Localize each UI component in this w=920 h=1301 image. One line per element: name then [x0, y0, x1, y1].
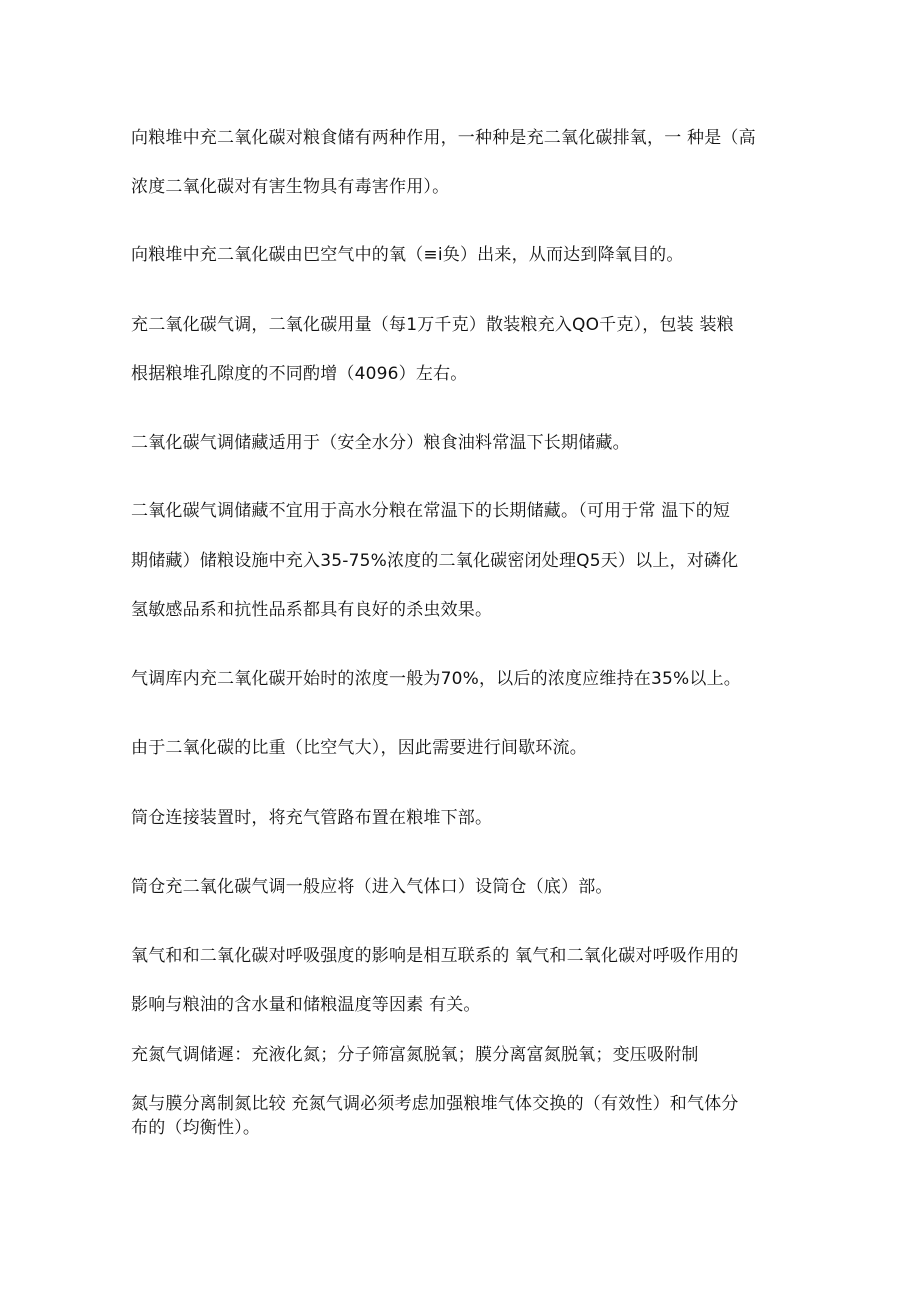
text-line: 充氮气调储遲：充液化氮；分子筛富氮脱氧；膜分离富氮脱氧；变压吸附制: [131, 1045, 699, 1065]
text-line: 二氧化碳气调储藏不宜用于高水分粮在常温下的长期储藏。（可用于常 温下的短: [131, 501, 731, 521]
text-line: 氢敏感品系和抗性品系都具有良好的杀虫效果。: [131, 600, 493, 620]
text-line: 根据粮堆孔隙度的不同酌增（4096）左右。: [131, 364, 468, 384]
text-line: 筒仓连接装置时，将充气管路布置在粮堆下部。: [131, 808, 493, 828]
text-line: 影响与粮油的含水量和储粮温度等因素 有关。: [131, 995, 481, 1015]
text-line: 向粮堆中充二氧化碳对粮食储有两种作用，一种种是充二氧化碳排氧，一 种是（高: [131, 128, 756, 148]
text-line: 由于二氧化碳的比重（比空气大），因此需要进行间歇环流。: [131, 738, 587, 758]
text-line: 浓度二氧化碳对有害生物具有毒害作用）。: [131, 177, 450, 197]
text-line: 期储藏）储粮设施中充入35-75%浓度的二氧化碳密闭处理Q5天）以上，对磷化: [131, 551, 739, 571]
text-line: 氮与膜分离制氮比较 充氮气调必须考虑加强粮堆气体交换的（有效性）和气体分: [131, 1094, 739, 1114]
text-line: 气调库内充二氧化碳开始时的浓度一般为70%，以后的浓度应维持在35%以上。: [131, 669, 741, 689]
text-line: 二氧化碳气调储藏适用于（安全水分）粮食油料常温下长期储藏。: [131, 433, 630, 453]
text-line: 充二氧化碳气调，二氧化碳用量（每1万千克）散装粮充入QO千克），包装 装粮: [131, 315, 734, 335]
text-line: 氧气和和二氧化碳对呼吸强度的影响是相互联系的 氧气和二氧化碳对呼吸作用的: [131, 946, 739, 966]
text-line: 向粮堆中充二氧化碳由巴空气中的氧（≡i奂）出来，从而达到降氧目的。: [131, 245, 684, 265]
text-line: 筒仓充二氧化碳气调一般应将（进入气体口）设筒仓（底）部。: [131, 877, 613, 897]
text-line: 布的（均衡性）。: [131, 1118, 261, 1138]
